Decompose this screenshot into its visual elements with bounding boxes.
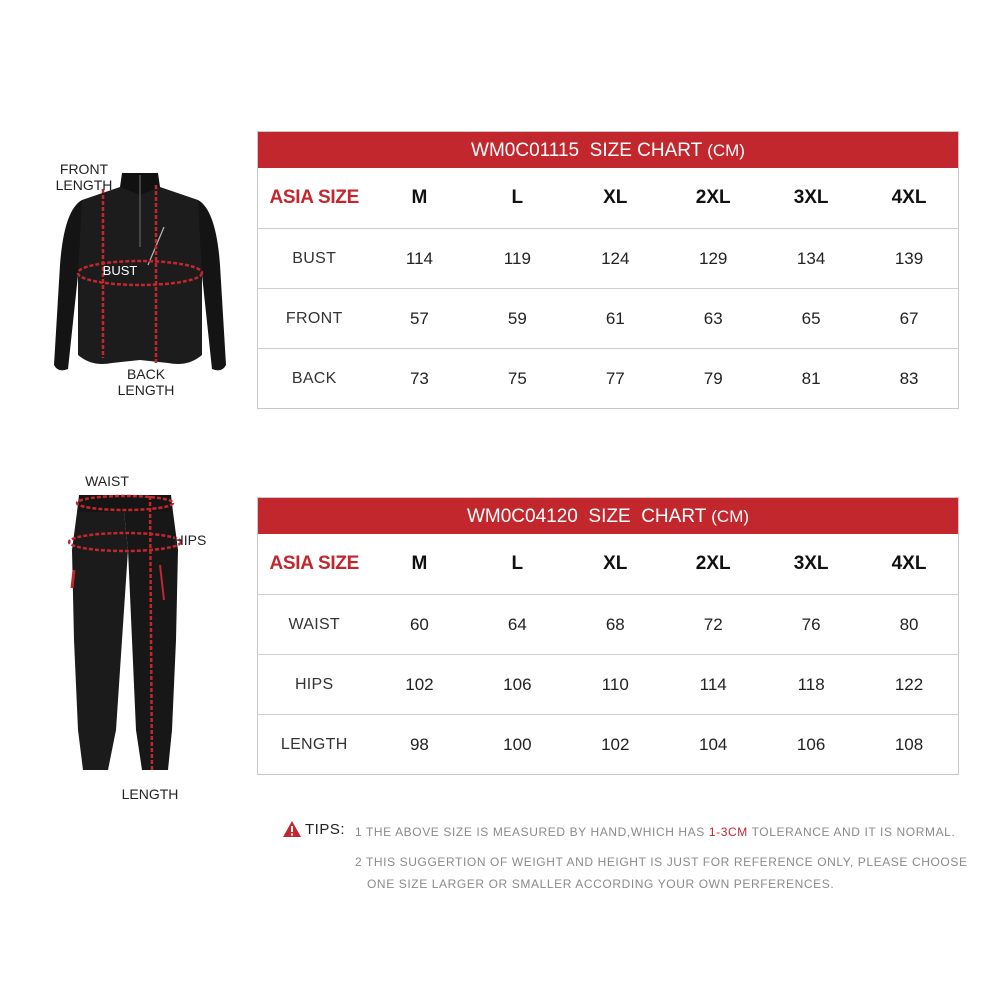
table-cell: 139 <box>894 248 924 268</box>
table-cell: 63 <box>703 308 723 328</box>
table-cell: 59 <box>507 308 527 328</box>
jacket-chart-title <box>258 132 958 168</box>
pants-chart-title <box>258 498 958 534</box>
pants-chart-code: WM0C04120 <box>466 506 578 527</box>
table-cell: 129 <box>699 248 728 268</box>
row-label: FRONT <box>285 309 343 327</box>
size-header: L <box>511 187 524 208</box>
table-cell: 122 <box>894 674 924 694</box>
bust-label: BUST <box>102 263 138 278</box>
table-cell: 108 <box>894 734 924 754</box>
table-cell: 119 <box>503 248 531 268</box>
front-length-label <box>54 161 114 193</box>
row-label: BUST <box>292 249 337 267</box>
row-label: LENGTH <box>280 735 348 753</box>
table-cell: 83 <box>899 368 919 388</box>
table-cell: 72 <box>703 614 723 634</box>
table-cell: 102 <box>601 734 630 754</box>
table-cell: 104 <box>699 734 728 754</box>
back-length-label <box>114 366 178 398</box>
size-header: 4XL <box>891 187 927 208</box>
tip-1-text-before: 1 THE ABOVE SIZE IS MEASURED BY HAND,WHICH HAS <box>355 825 709 839</box>
jacket-figure <box>40 155 240 405</box>
table-cell: 114 <box>405 248 433 268</box>
table-cell: 110 <box>601 674 629 694</box>
table-cell: 76 <box>801 614 821 634</box>
pants-size-chart <box>257 497 959 775</box>
jacket-chart-unit: (CM) <box>707 141 745 160</box>
tip-2-line-2: ONE SIZE LARGER OR SMALLER ACCORDING YOUR OWN PERFERENCES. <box>367 877 835 891</box>
table-cell: 68 <box>605 614 625 634</box>
table-cell: 124 <box>601 248 630 268</box>
jacket-header-row <box>258 168 958 228</box>
table-row <box>258 228 958 288</box>
waist-label: WAIST <box>85 473 129 489</box>
back-label-line1: BACK <box>126 366 166 382</box>
tip-1 <box>355 825 955 839</box>
table-cell: 64 <box>507 614 527 634</box>
table-cell: 102 <box>405 674 434 694</box>
size-header: XL <box>603 187 628 208</box>
table-cell: 61 <box>605 308 625 328</box>
size-header: 3XL <box>793 187 829 208</box>
size-header: M <box>411 187 428 208</box>
jacket-size-chart <box>257 131 959 409</box>
size-header: L <box>511 553 524 574</box>
size-header: XL <box>603 553 628 574</box>
table-row <box>258 288 958 348</box>
table-cell: 73 <box>409 368 429 388</box>
size-header: 4XL <box>891 553 927 574</box>
pants-figure <box>50 470 230 810</box>
tip-1-highlight: 1-3CM <box>708 825 748 839</box>
size-header: M <box>411 553 428 574</box>
table-cell: 57 <box>409 308 429 328</box>
size-header: 2XL <box>695 187 731 208</box>
table-cell: 80 <box>899 614 919 634</box>
row-label: BACK <box>291 369 337 387</box>
table-cell: 118 <box>797 674 825 694</box>
table-row <box>258 714 958 774</box>
front-label-line2: LENGTH <box>55 177 113 193</box>
asia-size-label: ASIA SIZE <box>269 553 359 574</box>
row-label: WAIST <box>288 615 341 633</box>
tip-2-line-1: 2 THIS SUGGERTION OF WEIGHT AND HEIGHT IS JUST FOR REFERENCE ONLY, PLEASE CHOOSE <box>355 855 968 869</box>
jacket-chart-title-text: SIZE CHART <box>589 140 702 161</box>
pants-chart-title-text: SIZE CHART <box>588 506 706 527</box>
asia-size-label: ASIA SIZE <box>269 187 359 208</box>
warning-icon <box>282 820 302 838</box>
table-cell: 134 <box>796 248 826 268</box>
table-cell: 67 <box>899 308 919 328</box>
pants-illustration <box>50 470 230 810</box>
table-cell: 79 <box>703 368 723 388</box>
pants-header-row <box>258 534 958 594</box>
hips-label: HIPS <box>173 532 207 548</box>
tip-1-text-after: TOLERANCE AND IT IS NORMAL. <box>747 825 956 839</box>
table-cell: 77 <box>605 368 625 388</box>
size-header: 2XL <box>695 553 731 574</box>
table-cell: 65 <box>801 308 821 328</box>
table-cell: 106 <box>796 734 826 754</box>
table-cell: 60 <box>409 614 429 634</box>
table-cell: 75 <box>507 368 527 388</box>
table-row <box>258 594 958 654</box>
size-header: 3XL <box>793 553 829 574</box>
pants-chart-unit: (CM) <box>711 507 750 526</box>
table-row <box>258 348 958 408</box>
table-row <box>258 654 958 714</box>
front-label-line1: FRONT <box>59 161 109 177</box>
table-cell: 100 <box>503 734 532 754</box>
length-label: LENGTH <box>121 786 179 802</box>
back-label-line2: LENGTH <box>117 382 175 398</box>
table-cell: 106 <box>503 674 532 694</box>
row-label: HIPS <box>294 675 334 693</box>
jacket-chart-code: WM0C01115 <box>471 140 580 161</box>
table-cell: 81 <box>801 368 821 388</box>
tips-label: TIPS: <box>305 820 346 838</box>
table-cell: 114 <box>699 674 727 694</box>
tips-heading <box>282 820 345 838</box>
table-cell: 98 <box>409 734 429 754</box>
